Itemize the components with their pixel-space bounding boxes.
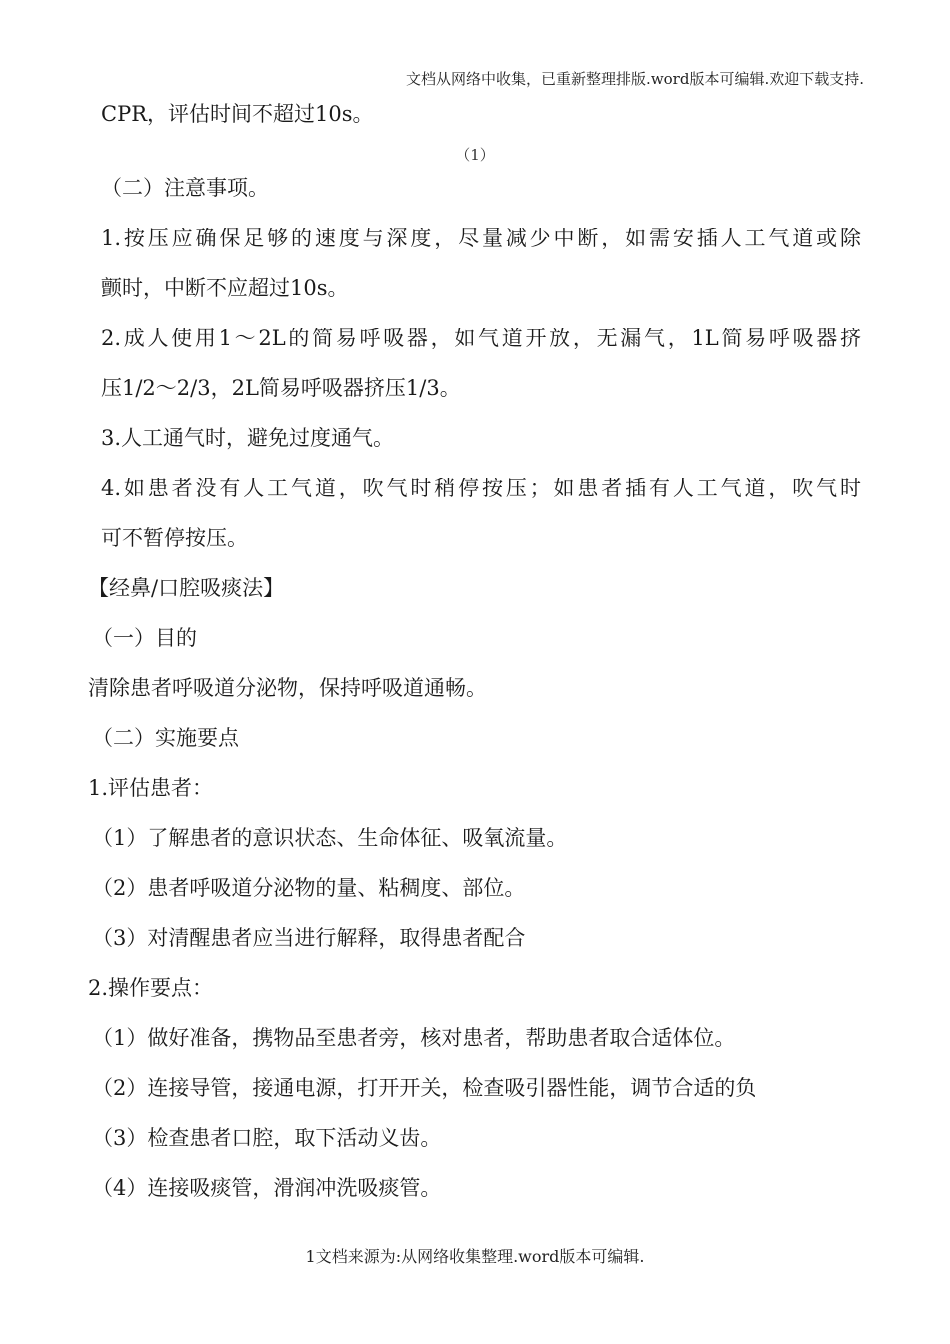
- note-4-line-a: 4.如患者没有人工气道，吹气时稍停按压；如患者插有人工气道，吹气时: [101, 478, 861, 499]
- note-2-line-b: 压1/2～2/3，2L简易呼吸器挤压1/3。: [101, 376, 461, 400]
- suction-method-title: 【经鼻/口腔吸痰法】: [88, 576, 285, 600]
- operation-heading: 2.操作要点：: [88, 976, 214, 1000]
- section-notes-heading: （二）注意事项。: [101, 176, 269, 200]
- figure-marker: （1）: [455, 146, 495, 164]
- purpose-text: 清除患者呼吸道分泌物，保持呼吸道通畅。: [88, 676, 487, 700]
- assess-heading: 1.评估患者：: [88, 776, 214, 800]
- purpose-heading: （一）目的: [92, 626, 197, 650]
- page-header-note: 文档从网络中收集，已重新整理排版.word版本可编辑.欢迎下载支持.: [406, 70, 864, 88]
- operation-item-1: （1）做好准备，携物品至患者旁，核对患者，帮助患者取合适体位。: [92, 1026, 736, 1050]
- operation-item-4: （4）连接吸痰管，滑润冲洗吸痰管。: [92, 1176, 442, 1200]
- assess-item-3: （3）对清醒患者应当进行解释，取得患者配合: [92, 926, 526, 950]
- operation-item-2: （2）连接导管，接通电源，打开开关，检查吸引器性能，调节合适的负: [92, 1076, 757, 1100]
- assess-item-2: （2）患者呼吸道分泌物的量、粘稠度、部位。: [92, 876, 526, 900]
- note-2-line-a: 2.成人使用1～2L的简易呼吸器，如气道开放，无漏气，1L简易呼吸器挤: [101, 328, 861, 349]
- operation-item-3: （3）检查患者口腔，取下活动义齿。: [92, 1126, 442, 1150]
- note-1-line-b: 颤时，中断不应超过10s。: [101, 276, 349, 300]
- page-footer: 1文档来源为:从网络收集整理.word版本可编辑.: [305, 1247, 645, 1266]
- note-1-line-a: 1.按压应确保足够的速度与深度，尽量减少中断，如需安插人工气道或除: [101, 228, 861, 249]
- note-3: 3.人工通气时，避免过度通气。: [101, 426, 395, 450]
- assess-item-1: （1）了解患者的意识状态、生命体征、吸氧流量。: [92, 826, 568, 850]
- implementation-heading: （二）实施要点: [92, 726, 239, 750]
- cpr-assessment-line: CPR，评估时间不超过10s。: [101, 102, 374, 126]
- note-4-line-b: 可不暂停按压。: [101, 526, 248, 550]
